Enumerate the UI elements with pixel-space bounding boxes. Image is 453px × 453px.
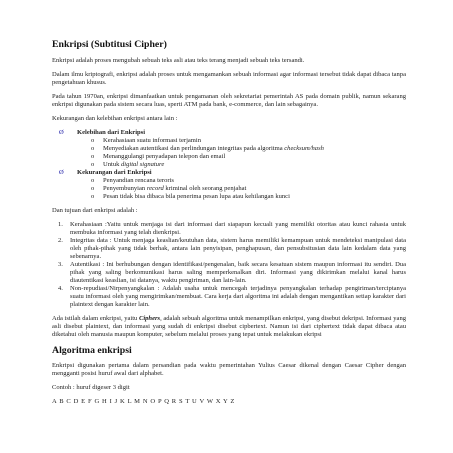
list-item: 1. Kerahasiaan :Yaitu untuk menjaga isi dari informasi dari siapapun kecuali yang memiliki otoritas atau kunci rahasia untuk membuka informasi yang telah dienkripsi.	[58, 221, 406, 236]
list-item: o Untuk digital signature	[91, 161, 165, 168]
example-label: Contoh : huruf digeser 3 digit	[52, 384, 130, 391]
circle-bullet-icon: o	[91, 145, 95, 152]
list-item: o Menyediakan autentikasi dan perlindungan integritas pada algoritma checksum/hash	[91, 145, 324, 152]
intro-paragraph-2: Dalam ilmu kriptografi, enkripsi adalah proses untuk mengamankan sebuah informasi agar informasi tersebut tidak dapat dibaca tanpa pengetahuan khusus.	[52, 71, 406, 86]
strengths-intro: Kekurangan dan kelebihan enkripsi antara lain :	[52, 115, 178, 122]
algorithm-paragraph: Enkripsi digunakan pertama dalam persandian pada waktu pemerintahan Yulius Caesar dikenal dengan Caesar Cipher dengan mengganti posisi huruf awal dari alphabet.	[52, 362, 406, 377]
arrow-bullet-icon: Ø	[59, 169, 64, 176]
circle-bullet-icon: o	[91, 153, 95, 160]
circle-bullet-icon: o	[91, 193, 95, 200]
intro-paragraph-1: Enkripsi adalah proses mengubah sebuah teks asli atau teks terang menjadi sebuah teks tersandi.	[52, 57, 305, 64]
pros-section	[52, 129, 406, 169]
cons-items	[77, 177, 406, 201]
circle-bullet-icon: o	[91, 177, 95, 184]
arrow-bullet-icon: Ø	[59, 129, 64, 136]
goals-intro: Dan tujuan dari enkripsi adalah :	[52, 207, 138, 214]
circle-bullet-icon: o	[91, 161, 95, 168]
pros-items	[77, 137, 406, 169]
document-title: Enkripsi (Subtitusi Cipher)	[52, 39, 167, 50]
circle-bullet-icon: o	[91, 185, 95, 192]
list-item: o Pesan tidak bisa dibaca bila penerima pesan lupa atau kehilangan kunci	[91, 193, 290, 200]
circle-bullet-icon: o	[91, 137, 95, 144]
list-item: 3. Autentikasi : Ini berhubungan dengan identifikasi/pengenalan, baik secara kesatuan sistem maupun informasi itu sendiri. Dua pihak yang saling berkomunikasi harus saling memperkenalkan diri. Informasi yang dikirimkan melalui kanal harus diautentikasi keaslian, isi datanya, waktu pengiriman, dan lain-lain.	[58, 261, 406, 284]
list-item: o Menanggulangi penyadapan telepon dan email	[91, 153, 226, 160]
alphabet-row: A B C D E F G H I J K L M N O P Q R S T U V W X Y Z	[52, 398, 235, 405]
goals-list	[52, 221, 406, 309]
list-item: o Penyembunyian record kriminal oleh seorang penjahat	[91, 185, 247, 192]
cons-title: Kekurangan dari Enkripsi	[77, 169, 152, 176]
list-item: o Kerahasiaan suatu informasi terjamin	[91, 137, 201, 144]
list-item: 4. Non-repudiasi/Nirpenyangkalan : Adalah usaha untuk mencegah terjadinya penyangkalan terhadap pengiriman/terciptanya suatu informasi oleh yang mengirimkan/membuat. Cara kerja dari algoritma ini adalah dengan mengantikan setiap karakter dari plaintext dengan karakter lain.	[58, 285, 406, 308]
list-item: o Penyandian rencana teroris	[91, 177, 174, 184]
section-heading: Algoritma enkripsi	[52, 345, 132, 356]
cipher-paragraph: Ada istilah dalam enkripsi, yaitu Ciphers, adalah sebuah algoritma untuk menampilkan enkripsi, yang disebut dekripsi. Informasi yang asli disebut plaintext, dan informasi yang sudah di enkripsi disebut cipbertext. Namun isi dari ciphertext tidak dapat dibaca atau diketahui oleh manusia maupun komputer, sebelum melalui proses yang tepat untuk melakukan ekripsi	[52, 315, 406, 338]
pros-title: Kelebihan dari Enkripsi	[77, 129, 146, 136]
list-item: 2. Integritas data : Untuk menjaga keaslian/keutuhan data, sistem harus memiliki kemampuan untuk mendeteksi manipulasi data oleh pihak-pihak yang tidak berhak, antara lain penyisipan, penghapusan, dan pensubsitusian data lain kedalam data yang sebenarnya.	[58, 237, 406, 260]
intro-paragraph-3: Pada tahun 1970an, enkripsi dimanfaatkan untuk pengamanan oleh sekretariat pemerintah AS pada domain publik, namun sekarang enkripsi digunakan pada sistem secara luas, sperti ATM pada bank, e-commerce, dan lain sebagainya.	[52, 93, 406, 108]
pros-cons-list	[52, 129, 406, 201]
cons-section	[52, 169, 406, 201]
